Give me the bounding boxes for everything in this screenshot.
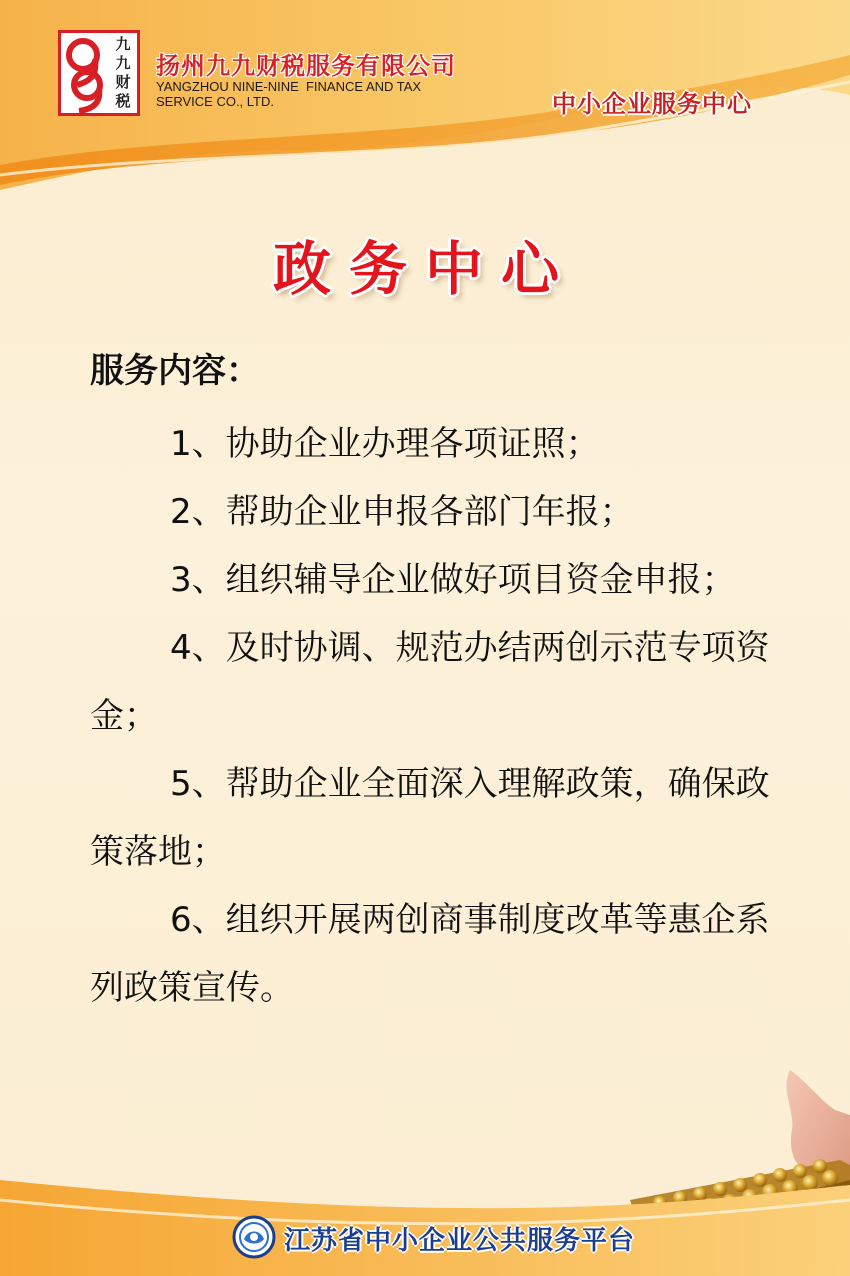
nine-nine-logo-icon (63, 35, 109, 113)
list-item: 2、帮助企业申报各部门年报； (170, 492, 634, 532)
platform-emblem-icon (232, 1215, 276, 1259)
footer-swoosh (0, 1160, 850, 1276)
company-logo (58, 30, 140, 116)
list-item: 3、组织辅导企业做好项目资金申报； (170, 560, 736, 600)
company-name-en: YANGZHOU NINE-NINE FINANCE AND TAX SERVICE CO., LTD. (156, 79, 422, 109)
section-label: 服务内容： (90, 351, 260, 391)
list-item: 5、帮助企业全面深入理解政策，确保政策落地； (90, 764, 770, 872)
list-item: 1、协助企业办理各项证照； (170, 424, 600, 464)
platform-name: 江苏省中小企业公共服务平台 (284, 1226, 636, 1256)
list-item: 6、组织开展两创商事制度改革等惠企系列政策宣传。 (90, 900, 770, 1008)
logo-text: 九 九 财 税 (115, 35, 131, 110)
center-label: 中小企业服务中心 (552, 90, 752, 118)
page-title: 政务中心 (272, 235, 577, 303)
list-item: 4、及时协调、规范办结两创示范专项资金； (90, 628, 770, 736)
company-name-cn: 扬州九九财税服务有限公司 (156, 52, 456, 80)
service-content (90, 346, 780, 1022)
